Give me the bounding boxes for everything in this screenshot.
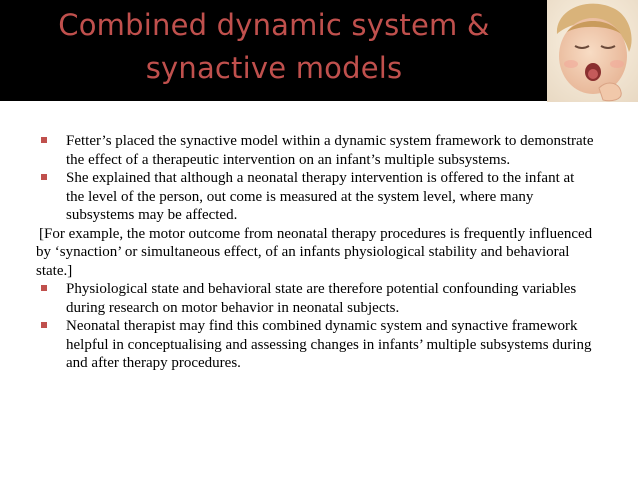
square-bullet-icon (41, 322, 47, 328)
bullet-text: She explained that although a neonatal therapy intervention is offered to the infant at the level of the person, out come is measured at the system level, where many subsystems may be affected. (66, 170, 575, 223)
title-line-1: Combined dynamic system & (58, 8, 490, 42)
slide-title (14, 4, 534, 90)
slide-header (0, 0, 638, 101)
bullet-text: Neonatal therapist may find this combined dynamic system and synactive framework helpful in conceptualising and assessing changes in infants’ multiple subsystems during and after therapy procedures. (66, 318, 592, 371)
yawning-infant-photo (547, 0, 638, 102)
square-bullet-icon (41, 285, 47, 291)
bullet-item-4 (36, 317, 596, 373)
slide-body (36, 132, 596, 373)
bullet-text: Physiological state and behavioral state are therefore potential confounding variables during research on motor behavior in neonatal subjects. (66, 281, 577, 316)
bullet-item-1 (36, 132, 596, 169)
bullet-text: Fetter’s placed the synactive model within a dynamic system framework to demonstrate the effect of a therapeutic intervention on an infant’s multiple subsystems. (66, 133, 594, 168)
bullet-item-3 (36, 280, 596, 317)
bullet-item-2 (36, 169, 596, 225)
square-bullet-icon (41, 174, 47, 180)
example-paragraph: [For example, the motor outcome from neonatal therapy procedures is frequently influenced by ‘synaction’ or simultaneous effect, of an infants physiological stability and behavioral state.] (36, 225, 593, 279)
square-bullet-icon (41, 137, 47, 143)
title-line-2: synactive models (145, 51, 403, 85)
